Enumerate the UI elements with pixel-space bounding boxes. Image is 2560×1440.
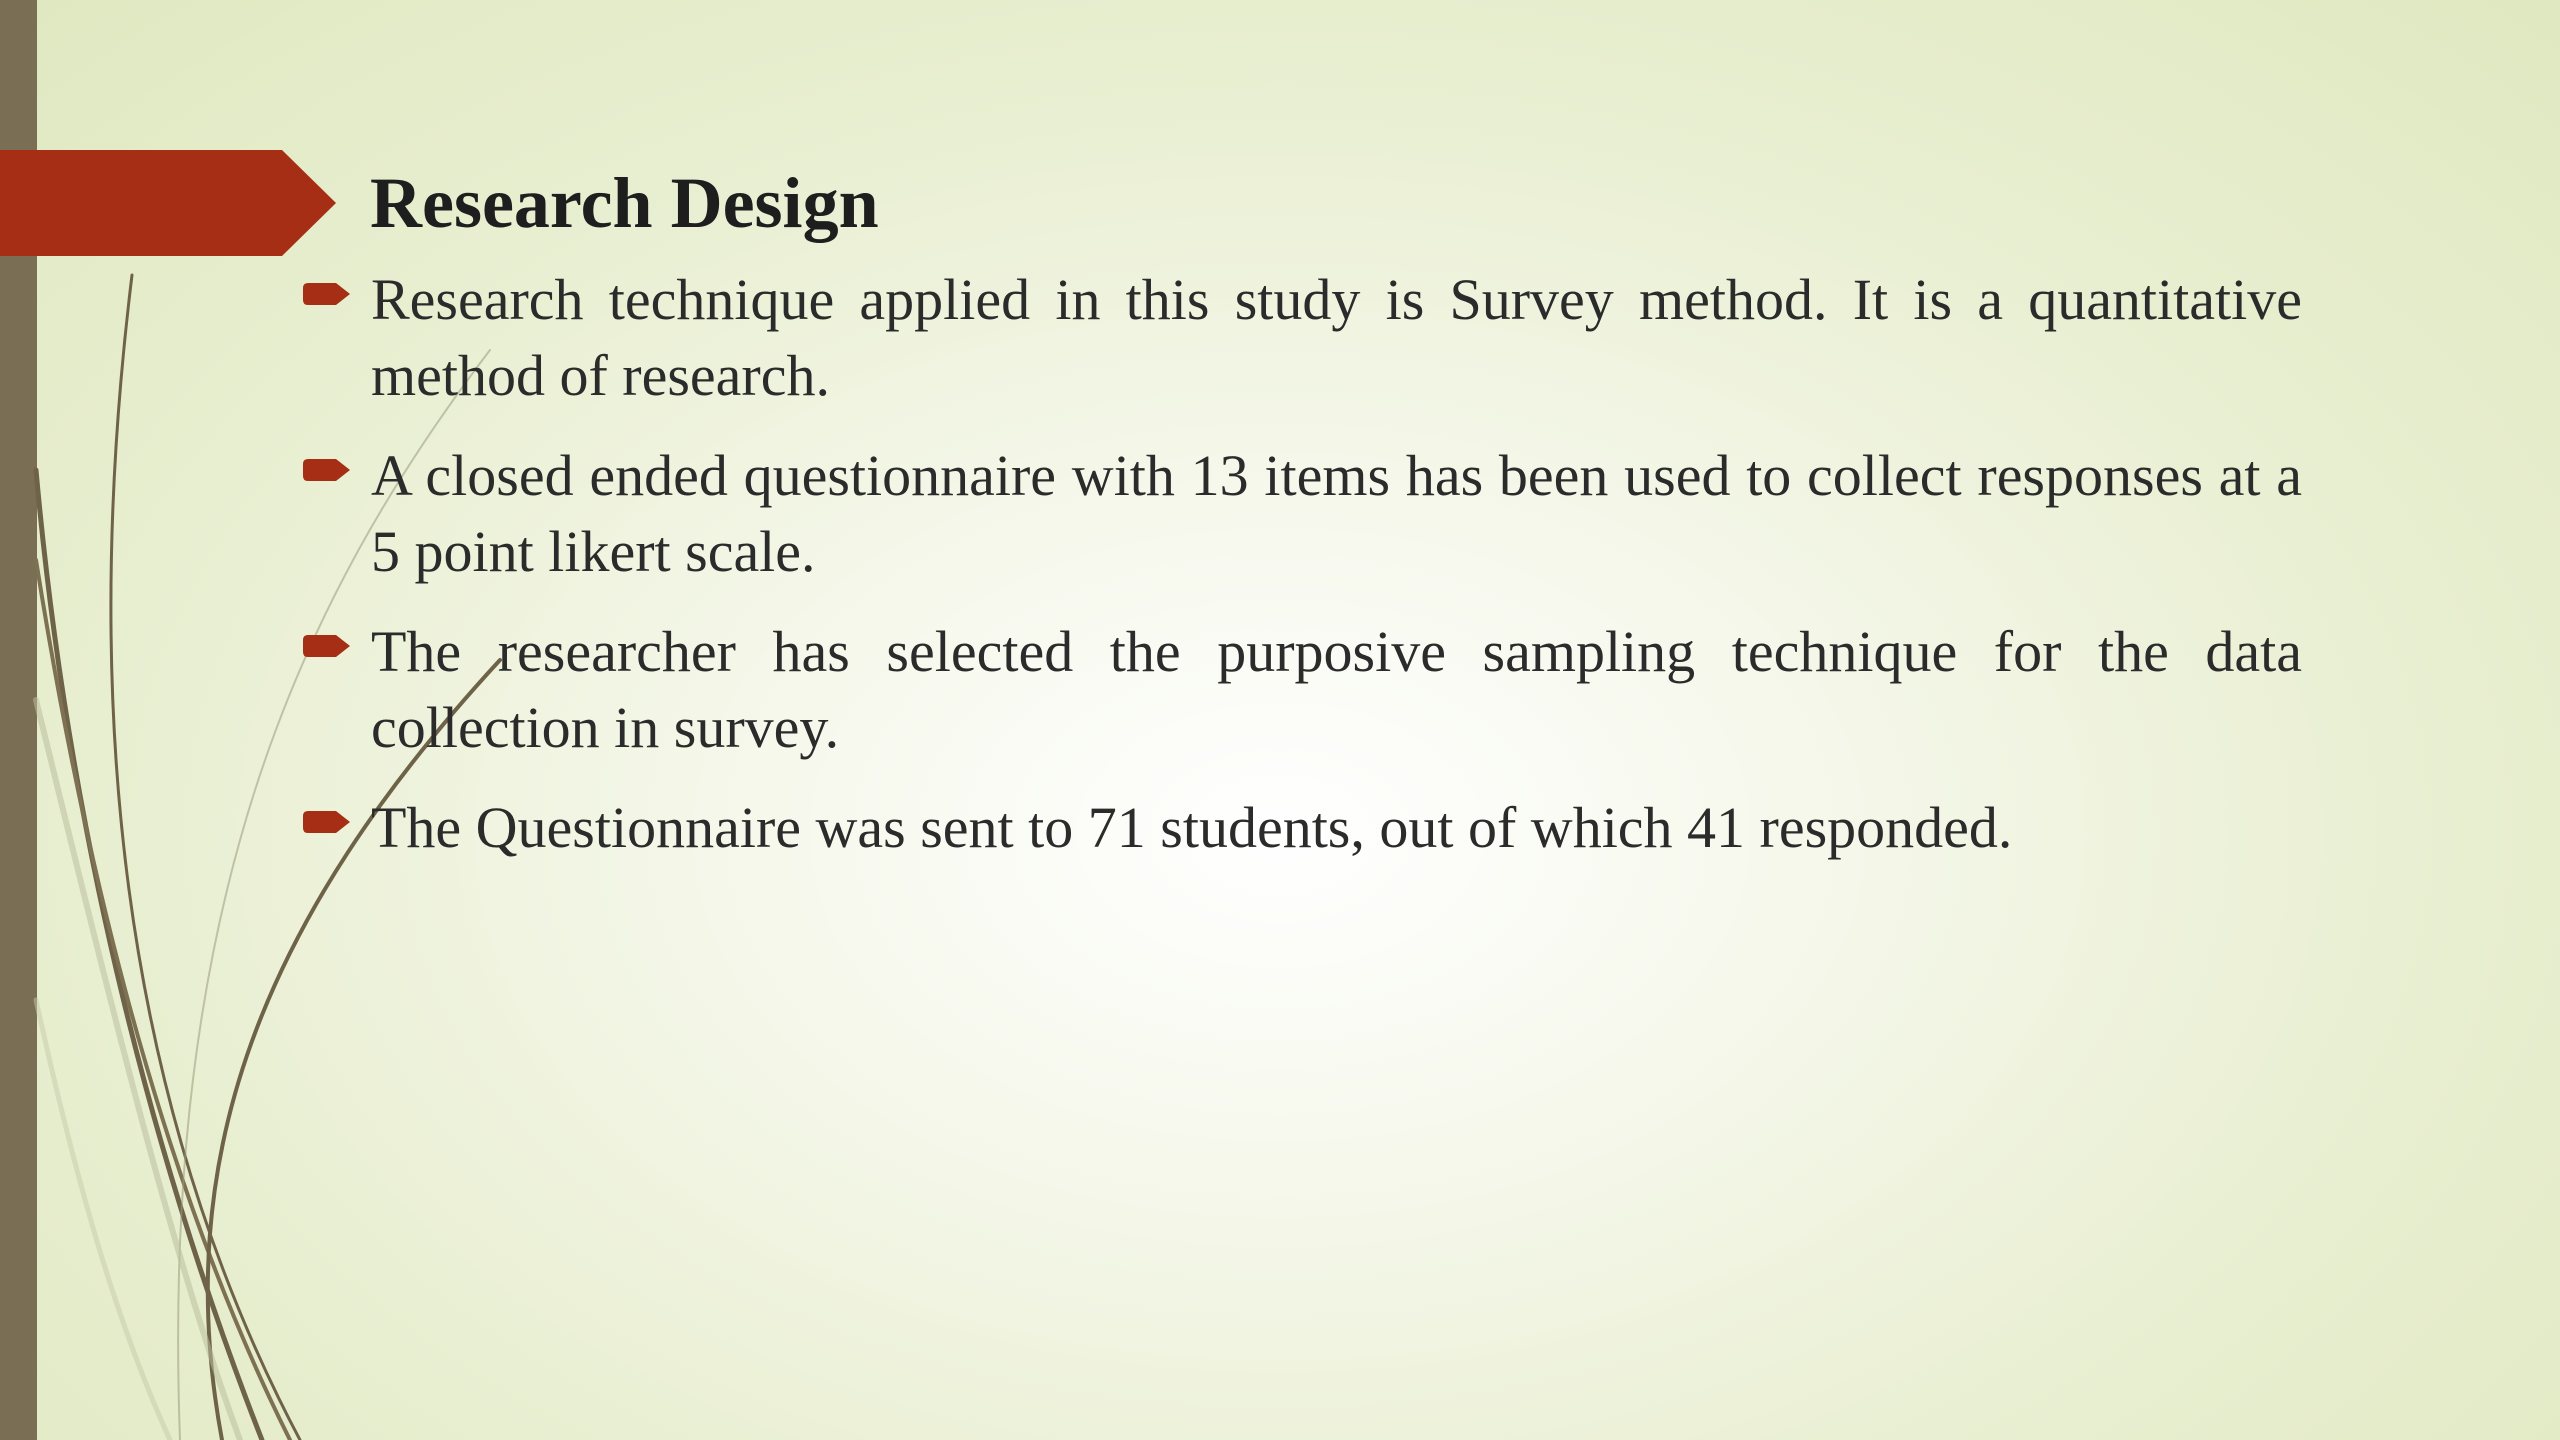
bullet-list xyxy=(302,262,2302,890)
bullet-text: A closed ended questionnaire with 13 items has been used to collect responses at a 5 point likert scale. xyxy=(371,443,2302,584)
arrow-bullet-icon xyxy=(302,632,352,660)
slide-title: Research Design xyxy=(370,163,879,243)
bullet-item xyxy=(302,614,2302,766)
bullet-text: Research technique applied in this study is Survey method. It is a quantitative method of research. xyxy=(371,267,2302,408)
title-tab-arrow xyxy=(0,150,336,256)
bullet-item xyxy=(302,438,2302,590)
arrow-bullet-icon xyxy=(302,456,352,484)
bullet-text: The researcher has selected the purposive sampling technique for the data collection in survey. xyxy=(371,619,2302,760)
bullet-text: The Questionnaire was sent to 71 students, out of which 41 responded. xyxy=(371,795,2013,860)
arrow-bullet-icon xyxy=(302,280,352,308)
arrow-bullet-icon xyxy=(302,808,352,836)
bullet-item xyxy=(302,790,2302,866)
bullet-item xyxy=(302,262,2302,414)
